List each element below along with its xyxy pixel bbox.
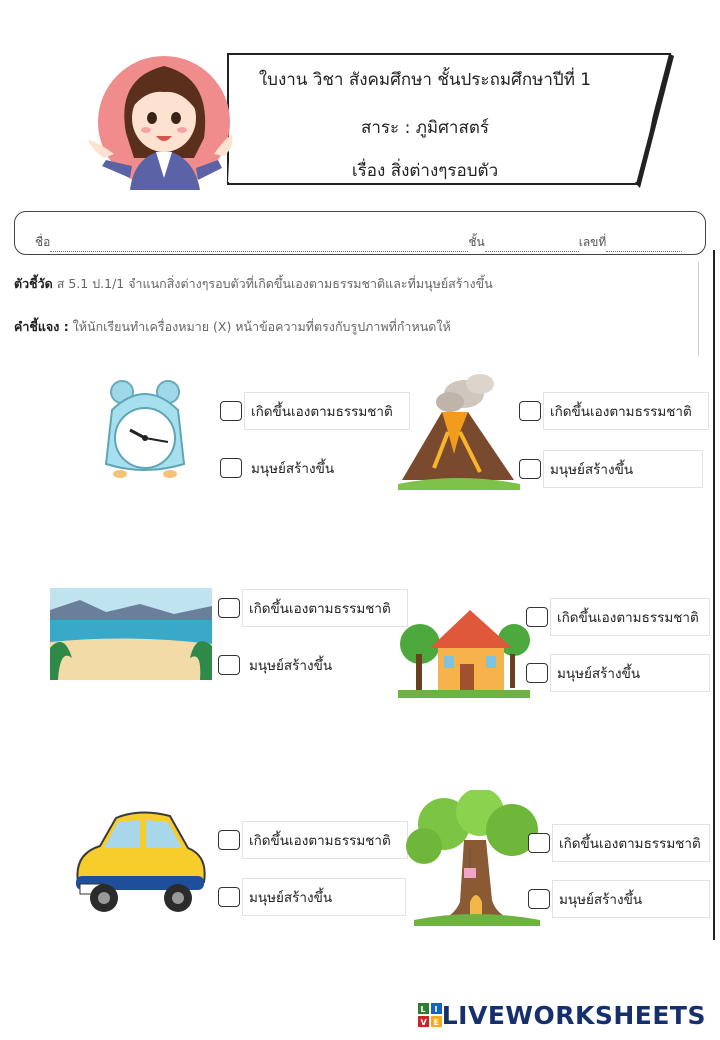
house-natural-checkbox[interactable] bbox=[526, 607, 548, 627]
page-border bbox=[713, 250, 715, 940]
liveworksheets-mark-icon bbox=[418, 1003, 442, 1027]
beach-picture bbox=[50, 588, 212, 680]
svg-text:E: E bbox=[433, 1018, 439, 1027]
volcano-option-manmade bbox=[519, 450, 703, 488]
beach-manmade-checkbox[interactable] bbox=[218, 655, 240, 675]
car-natural-label: เกิดขึ้นเองตามธรรมชาติ bbox=[242, 821, 408, 859]
clock-natural-checkbox[interactable] bbox=[220, 401, 242, 421]
tree-picture bbox=[404, 790, 544, 926]
student-info-box bbox=[14, 211, 706, 255]
name-label: ชื่อ bbox=[35, 235, 51, 249]
car-manmade-checkbox[interactable] bbox=[218, 887, 240, 907]
volcano-manmade-label: มนุษย์สร้างขึ้น bbox=[543, 450, 703, 488]
instruction-label: คำชี้แจง : bbox=[14, 319, 69, 334]
car-manmade-label: มนุษย์สร้างขึ้น bbox=[242, 878, 406, 916]
volcano-natural-label: เกิดขึ้นเองตามธรรมชาติ bbox=[543, 392, 709, 430]
volcano-option-natural bbox=[519, 392, 709, 430]
clock-option-manmade bbox=[220, 449, 410, 487]
indicator-text: ส 5.1 ป.1/1 จำแนกสิ่งต่างๆรอบตัวที่เกิดขึ้นเองตามธรรมชาติและที่มนุษย์สร้างขึ้น bbox=[56, 276, 493, 291]
name-blank[interactable] bbox=[50, 240, 468, 252]
clock-natural-label: เกิดขึ้นเองตามธรรมชาติ bbox=[244, 392, 410, 430]
clock-option-natural bbox=[220, 392, 410, 430]
house-option-manmade bbox=[526, 654, 710, 692]
liveworksheets-logo[interactable] bbox=[418, 997, 706, 1033]
tree-option-manmade bbox=[528, 880, 710, 918]
car-option-natural bbox=[218, 821, 408, 859]
tree-manmade-checkbox[interactable] bbox=[528, 889, 550, 909]
tree-natural-label: เกิดขึ้นเองตามธรรมชาติ bbox=[552, 824, 710, 862]
class-blank[interactable] bbox=[485, 240, 579, 252]
clock-manmade-label: มนุษย์สร้างขึ้น bbox=[244, 449, 410, 487]
teacher-illustration bbox=[86, 38, 236, 190]
indicator-box bbox=[4, 262, 699, 356]
beach-option-natural bbox=[218, 589, 408, 627]
worksheet-subject: สาระ : ภูมิศาสตร์ bbox=[360, 118, 489, 138]
house-manmade-label: มนุษย์สร้างขึ้น bbox=[550, 654, 710, 692]
svg-text:I: I bbox=[434, 1005, 438, 1014]
tree-natural-checkbox[interactable] bbox=[528, 833, 550, 853]
volcano-manmade-checkbox[interactable] bbox=[519, 459, 541, 479]
alarm-clock-picture bbox=[100, 380, 190, 480]
svg-text:V: V bbox=[420, 1018, 427, 1027]
volcano-natural-checkbox[interactable] bbox=[519, 401, 541, 421]
house-picture bbox=[398, 606, 530, 698]
brand-name: LIVEWORKSHEETS bbox=[441, 1000, 706, 1030]
car-natural-checkbox[interactable] bbox=[218, 830, 240, 850]
class-label: ชั้น bbox=[468, 235, 485, 249]
instruction-text: ให้นักเรียนทำเครื่องหมาย (X) หน้าข้อความที่ตรงกับรูปภาพที่กำหนดให้ bbox=[72, 319, 451, 334]
house-manmade-checkbox[interactable] bbox=[526, 663, 548, 683]
beach-natural-checkbox[interactable] bbox=[218, 598, 240, 618]
svg-text:L: L bbox=[420, 1005, 426, 1014]
number-blank[interactable] bbox=[606, 240, 682, 252]
house-natural-label: เกิดขึ้นเองตามธรรมชาติ bbox=[550, 598, 710, 636]
beach-option-manmade bbox=[218, 646, 408, 684]
worksheet-title: ใบงาน วิชา สังคมศึกษา ชั้นประถมศึกษาปีที่ 1 bbox=[258, 70, 592, 90]
number-label: เลขที่ bbox=[578, 235, 607, 249]
house-option-natural bbox=[526, 598, 710, 636]
indicator-line bbox=[14, 274, 493, 294]
beach-manmade-label: มนุษย์สร้างขึ้น bbox=[242, 646, 408, 684]
car-picture bbox=[70, 808, 210, 914]
car-option-manmade bbox=[218, 878, 406, 916]
indicator-label: ตัวชี้วัด bbox=[14, 276, 53, 291]
tree-option-natural bbox=[528, 824, 710, 862]
instruction-line bbox=[14, 317, 451, 337]
beach-natural-label: เกิดขึ้นเองตามธรรมชาติ bbox=[242, 589, 408, 627]
tree-manmade-label: มนุษย์สร้างขึ้น bbox=[552, 880, 710, 918]
worksheet-topic: เรื่อง สิ่งต่างๆรอบตัว bbox=[351, 161, 499, 181]
volcano-picture bbox=[398, 372, 520, 490]
clock-manmade-checkbox[interactable] bbox=[220, 458, 242, 478]
